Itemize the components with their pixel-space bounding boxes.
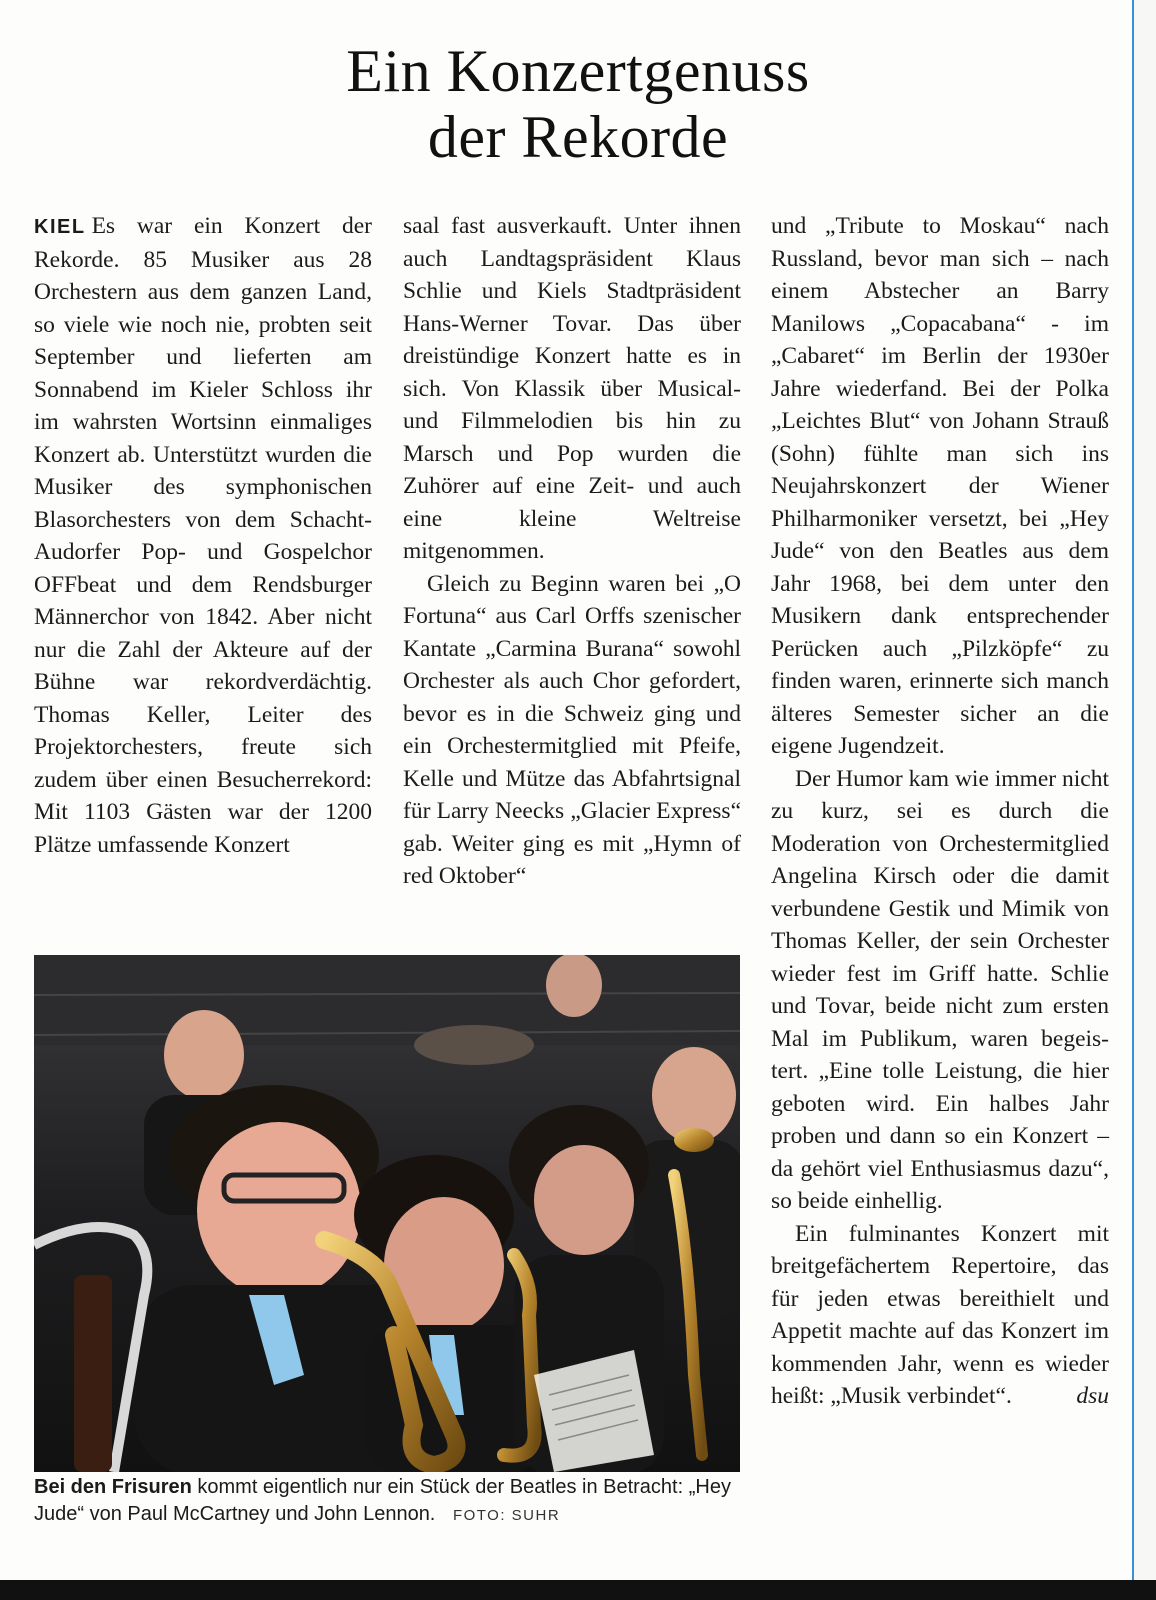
page-edge — [1132, 0, 1156, 1580]
article-column-2 — [403, 210, 741, 893]
photo-caption — [34, 1474, 740, 1529]
article-paragraph: saal fast ausverkauft. Unter ihnen auch Landtagspräsident Klaus Schlie und Kiels Stadtpräsident Hans-Werner Tovar. Das über dreistündige Konzert hatte es in sich. Von Klassik über Musical- und Filmmelodien bis hin zu Marsch und Pop wurden die Zuhörer auf eine Zeit- und auch eine kleine Weltreise mitgenommen. — [403, 213, 741, 564]
closing-text: Ein fulminantes Konzert mit breitgefächertem Repertoire, das für jeden etwas bereithielt und Appetit machte auf das Konzert im kommenden Jahr, wenn es wieder heißt: „Musik verbindet“. — [771, 1220, 1109, 1409]
concert-photo — [34, 955, 740, 1472]
article-paragraph: und „Tribute to Moskau“ nach Russland, bevor man sich – nach einem Abstecher an Barry Manilows „Copacabana“ - im „Cabaret“ im Berlin der 1930er Jahre wiederfand. Bei der Polka „Leichtes Blut“ von Johann Strauß (Sohn) fühlte man sich ins Neujahrskonzert der Wiener Philharmoniker versetzt, bei „Hey Jude“ von den Beatles aus dem Jahr 1968, bei dem unter den Musikern dank entsprechender Perücken auch „Pilzköpfe“ zu finden waren, erinnerte sich manch älteres Semester sicher an die eigene Jugendzeit. — [771, 213, 1109, 759]
caption-text: kommt eigentlich nur ein Stück der Beatles in Betracht: „Hey Jude“ von Paul McCartney und John Lennon. — [34, 1476, 731, 1525]
dateline: KIEL — [34, 216, 86, 238]
article-column-3 — [771, 210, 1109, 1413]
article-paragraph: Gleich zu Beginn waren bei „O Fortuna“ aus Carl Orffs szenischer Kantate „Carmina Burana“ sowohl Orchester als auch Chor gefordert, bevor es in die Schweiz ging und ein Orchestermitglied mit Pfeife, Kelle und Mütze das Abfahrtsignal für Larry Neecks „Glacier Express“ gab. Weiter ging es mit „Hymn of red Oktober“ — [403, 570, 741, 889]
article-column-1 — [34, 210, 372, 861]
article-paragraph — [34, 210, 372, 861]
article-paragraph: Der Humor kam wie immer nicht zu kurz, sei es durch die Moderation von Orchestermitglied Angelina Kirsch oder die damit verbundene Gestik und Mimik von Thomas Keller, der sein Orchester wieder fest im Griff hatte. Schlie und Tovar, beide nicht zum ersten Mal im Publikum, waren begeistert. „Eine tolle Leistung, die hier geboten wird. Ein halbes Jahr proben und dann so ein Konzert – da gehört viel Enthusiasmus dazu“, so beide einhellig. — [771, 765, 1109, 1214]
headline — [0, 38, 1156, 170]
column-1-text: Es war ein Konzert der Rekorde. 85 Musiker aus 28 Orchestern aus dem ganzen Land, so viele wie noch nie, probten seit September und lieferten am Sonnabend im Kieler Schloss ihr im wahrsten Wortsinn einmaliges Konzert ab. Unterstützt wurden die Musiker des symphonischen Blasorchesters von dem Schacht-Audorfer Pop- und Gospelchor OFFbeat und dem Rendsburger Männerchor von 1842. Aber nicht nur die Zahl der Akteure auf der Bühne war rekordverdächtig. Thomas Keller, Leiter des Projektorchesters, freute sich zudem über einen Besucherrekord: Mit 1103 Gästen war der 1200 Plätze umfassende Konzert — [34, 213, 372, 858]
headline-line-1: Ein Konzertgenuss — [346, 38, 810, 104]
headline-line-2: der Rekorde — [427, 104, 729, 170]
photo-credit: FOTO: SUHR — [452, 1507, 561, 1524]
article-paragraph — [771, 1218, 1109, 1413]
caption-lead: Bei den Frisuren — [34, 1476, 192, 1498]
bottom-bar — [0, 1580, 1156, 1600]
author-signature: dsu — [1076, 1383, 1109, 1409]
